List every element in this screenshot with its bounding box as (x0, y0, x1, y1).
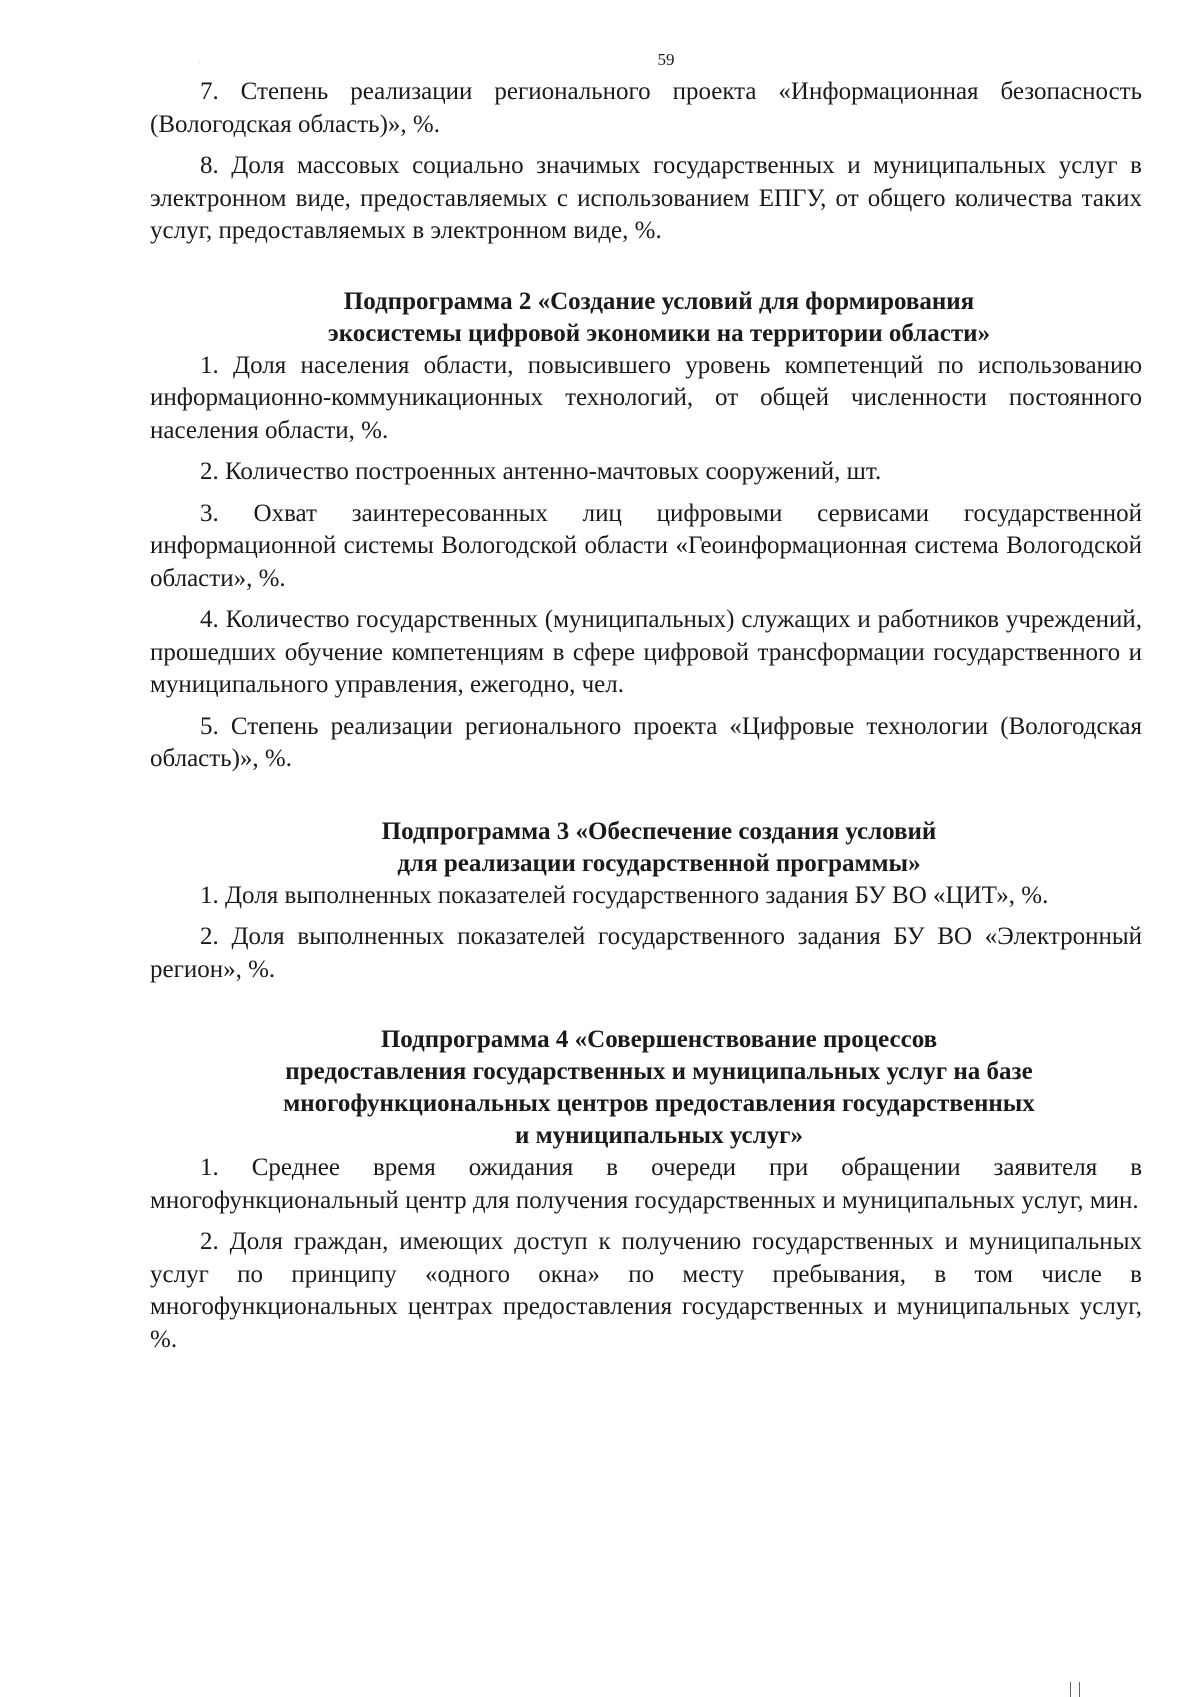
title-line: экосистемы цифровой экономики на территории области» (327, 319, 991, 347)
list-item: 3. Охват заинтересованных лиц цифровыми сервисами государственной информационной системы Вологодской области «Геоинформационная система Вологодской области», %. (150, 499, 1142, 592)
list-item: 2. Количество построенных антенно-мачтовых сооружений, шт. (200, 458, 882, 485)
document-page (150, 50, 1142, 1356)
list-item: 2. Доля выполненных показателей государственного задания БУ ВО «Электронный регион», %. (150, 923, 1142, 983)
title-line: предоставления государственных и муниципальных услуг на базе (285, 1058, 1033, 1085)
list-item: 1. Доля населения области, повысившего уровень компетенций по использованию информационно-коммуникационных технологий, от общей численности постоянного населения области, %. (150, 351, 1142, 444)
list-item: 8. Доля массовых социально значимых государственных и муниципальных услуг в электронном виде, предоставляемых с использованием ЕПГУ, от общего количества таких услуг, предоставляемых в электронном виде, %. (150, 152, 1142, 244)
title-line: Подпрограмма 2 «Создание условий для формирования (343, 287, 975, 315)
title-line: Подпрограмма 3 «Обеспечение создания условий (381, 817, 937, 845)
list-item: 1. Доля выполненных показателей государственного задания БУ ВО «ЦИТ», %. (200, 881, 1049, 909)
title-line: Подпрограмма 4 «Совершенствование процессов (380, 1026, 938, 1053)
list-item: 5. Степень реализации регионального проекта «Цифровые технологии (Вологодская область)», %. (150, 712, 1142, 772)
title-line: и муниципальных услуг» (514, 1122, 804, 1149)
list-item: 1. Среднее время ожидания в очереди при обращении заявителя в многофункциональный центр для получения государственных и муниципальных услуг, мин. (150, 1154, 1142, 1214)
title-line: многофункциональных центров предоставления государственных (283, 1090, 1035, 1117)
list-item: 7. Степень реализации регионального проекта «Информационная безопасность (Вологодская область)», %. (150, 78, 1142, 138)
scan-edge-mark (1070, 1682, 1080, 1697)
list-item: 2. Доля граждан, имеющих доступ к получению государственных и муниципальных услуг по принципу «одного окна» по месту пребывания, в том числе в многофункциональных центрах предоставления государственных и муниципальных услуг, %. (150, 1228, 1142, 1353)
subprogram-4-title (150, 1024, 1142, 1152)
list-item: 4. Количество государственных (муниципальных) служащих и работников учреждений, прошедших обучение компетенциям в сфере цифровой трансформации государственного и муниципального управления, ежегодно, чел. (150, 606, 1142, 698)
page-number: 59 (657, 50, 675, 69)
subprogram-3-title (150, 816, 1142, 880)
subprogram-2-title (150, 286, 1142, 350)
title-line: для реализации государственной программы» (397, 849, 921, 877)
